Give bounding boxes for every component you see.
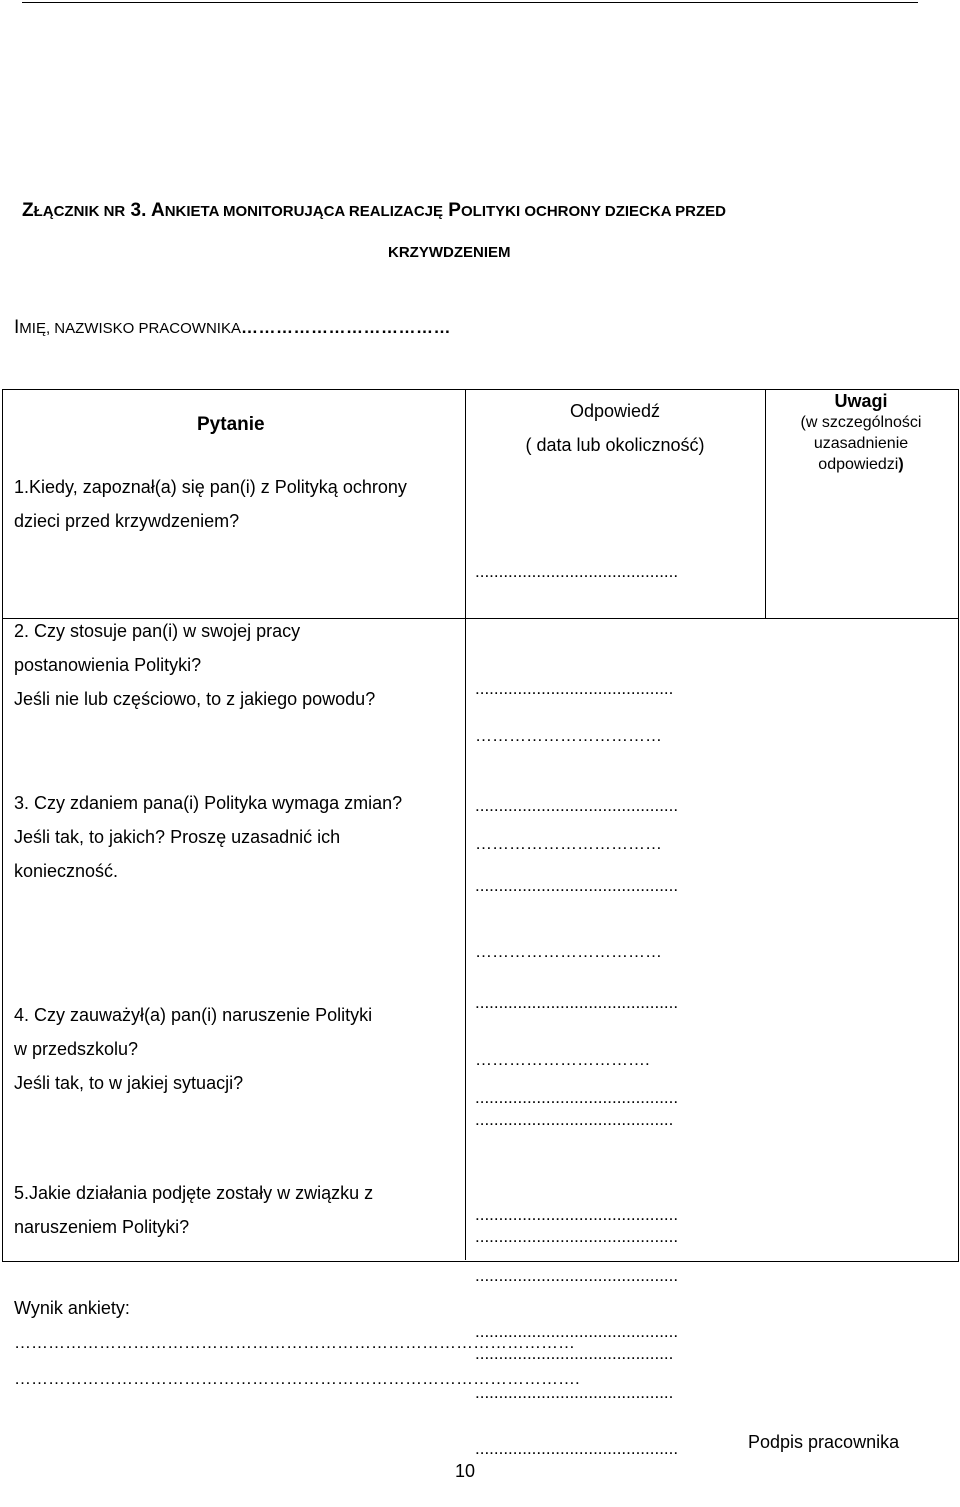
question-5: 5.Jakie działania podjęte zostały w związku z naruszeniem Polityki? <box>14 1183 374 1237</box>
notes-sub1: (w szczególności <box>800 414 922 431</box>
summary-label: Wynik ankiety: <box>14 1298 130 1318</box>
document-title: ZŁĄCZNIK NR 3. ANKIETA MONITORUJĄCA REALIZACJĘ POLITYKI OCHRONY DZIECKA PRZED <box>22 200 726 221</box>
answer-4-lines[interactable]: ........................................... ........................................... ........................................... ........................................... <box>475 1088 679 1458</box>
employee-name-dots: ……………………………… <box>240 318 451 337</box>
answer-3-lines[interactable]: ........................................... ........................................... .......................................... ........................................... .......................................... <box>475 876 679 1363</box>
answer-subtitle: ( data lub okoliczność) <box>525 435 705 455</box>
question-2: 2. Czy stosuje pan(i) w swojej pracy postanowienia Polityki? Jeśli nie lub częściowo, to z jakiego powodu? <box>14 621 376 709</box>
question-4: 4. Czy zauważył(a) pan(i) naruszenie Polityki w przedszkolu? Jeśli tak, to w jakiej sytuacji? <box>14 1005 373 1093</box>
answer-5-lines[interactable]: ........................................... .......................................... <box>475 1266 679 1402</box>
notes-title: Uwagi <box>834 391 888 411</box>
column-header-answer <box>466 394 764 462</box>
answer-1-lines[interactable]: ........................................... .......................................... ........................................... <box>475 562 679 815</box>
table-col-divider-1 <box>465 389 466 1260</box>
header-rule <box>22 2 918 3</box>
notes-sub2: uzasadnienie <box>813 435 909 452</box>
answer-title: Odpowiedź <box>569 401 661 421</box>
summary-line-1[interactable]: ……………………………………………………………………………………… <box>14 1333 575 1352</box>
document-title-line2: KRZYWDZENIEM <box>388 244 511 261</box>
answer-2-lines[interactable]: …………………………… …………………………… …………………………… …………………………. <box>475 726 662 1069</box>
column-header-question: Pytanie <box>197 414 265 435</box>
question-3: 3. Czy zdaniem pana(i) Polityka wymaga zmian? Jeśli tak, to jakich? Proszę uzasadnić ich konieczność. <box>14 793 403 881</box>
column-header-notes: Uwagi (w szczególności uzasadnienie odpowiedzi) <box>766 391 956 475</box>
page-number: 10 <box>455 1461 476 1481</box>
summary-line-2[interactable]: ………………………………………………………………………………………. <box>14 1369 580 1388</box>
employee-name-field: IMIĘ, NAZWISKO PRACOWNIKA……………………………… <box>14 317 451 338</box>
question-1: 1.Kiedy, zapoznał(a) się pan(i) z Polityką ochrony dzieci przed krzywdzeniem? <box>14 477 407 531</box>
signature-label: Podpis pracownika <box>748 1432 900 1452</box>
notes-sub3: odpowiedzi <box>818 456 899 473</box>
